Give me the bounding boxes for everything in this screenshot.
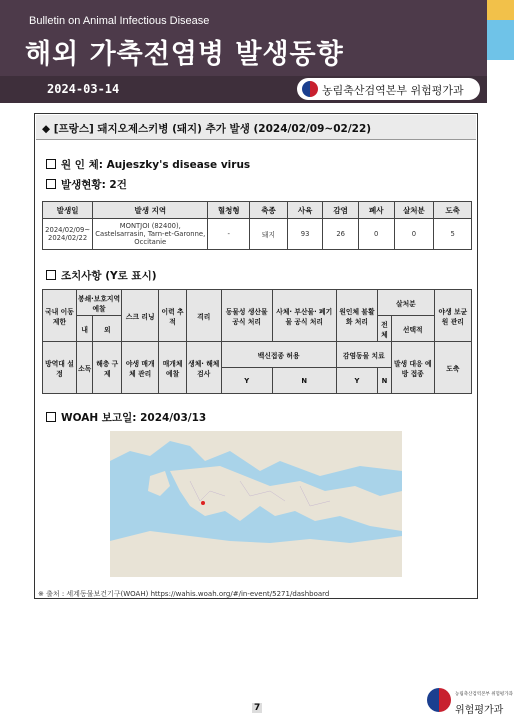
measure-cell: N [272,368,336,394]
table-cell: 5 [434,219,472,250]
measure-cell: 동물성 생산물 공식 처리 [221,290,272,342]
measure-cell: 선택적 [391,316,434,342]
table-cell: - [208,219,250,250]
footer-agency-small: 농림축산검역본부 위험평가과 [455,692,513,697]
issue-date: 2024-03-14 [47,82,120,96]
outbreak-map[interactable] [110,431,402,577]
square-bullet-icon [46,159,56,169]
measures-row-3 [43,342,472,368]
measure-cell: 방역대 설정 [43,342,77,394]
table-header: 발생 지역 [93,202,208,219]
measures-line [46,268,157,283]
agency-logo-icon [302,81,318,97]
europe-map-image [110,431,402,577]
measures-table [42,289,472,394]
table-header: 축종 [250,202,288,219]
table-header: 사육 [287,202,323,219]
agency-badge [297,78,480,100]
measure-cell: 봉쇄·보호지역 예찰 [77,290,122,316]
table-cell: 0 [394,219,434,250]
table-header-row [43,202,472,219]
section-title: ◆ [프랑스] 돼지오제스키병 (돼지) 추가 발생 (2024/02/09~02/22) [42,123,372,135]
measure-cell: 살처분 [378,290,435,316]
measure-cell: 원인체 불활화 처리 [336,290,377,342]
status-line [46,177,127,192]
woah-line [46,410,206,425]
measure-cell: N [378,368,392,394]
measure-cell: 감염동물 치료 [336,342,391,368]
table-cell: MONTJOI (82400), Castelsarrasin, Tarn-et-Garonne, Occitanie [93,219,208,250]
measure-cell: Y [221,368,272,394]
side-tab-yellow [487,0,514,20]
measure-cell: 사체· 부산물· 폐기물 공식 처리 [272,290,336,342]
square-bullet-icon [46,270,56,280]
measure-cell: 야생 매개체 관리 [122,342,159,394]
cause-line [46,157,250,172]
footer-agency-name: 위험평가과 [455,705,504,716]
measure-cell: 해충 구제 [93,342,122,394]
measure-cell: 매개체 예찰 [159,342,187,394]
bulletin-subtitle: Bulletin on Animal Infectious Disease [29,15,210,27]
square-bullet-icon [46,412,56,422]
table-cell: 26 [323,219,359,250]
page-title: 해외 가축전염병 발생동향 [25,39,344,70]
measures-row-1 [43,290,472,316]
measure-cell: 외 [93,316,122,342]
table-header: 혈청형 [208,202,250,219]
table-cell: 0 [358,219,394,250]
table-row [43,219,472,250]
page-number: 7 [254,703,261,713]
measures-title: 조치사항 (Y로 표시) [61,270,157,282]
measure-cell: 백신접종 허용 [221,342,336,368]
measure-cell: 이력 추적 [159,290,187,342]
measure-cell: Y [336,368,377,394]
square-bullet-icon [46,179,56,189]
table-header: 도축 [434,202,472,219]
table-cell: 돼지 [250,219,288,250]
outbreak-marker-icon[interactable] [201,501,205,505]
measure-cell: 도축 [434,342,471,394]
measure-cell: 격리 [186,290,221,342]
woah-report-date: WOAH 보고일: 2024/03/13 [61,412,207,424]
measure-cell: 국내 이동 제한 [43,290,77,342]
measure-cell: 소독 [77,342,93,394]
table-header: 살처분 [394,202,434,219]
source-note: ※ 출처 : 세계동물보건기구(WOAH) https://wahis.woah.org/#/in-event/5271/dashboard [38,590,330,598]
table-cell: 2024/02/09~ 2024/02/22 [43,219,93,250]
table-header: 감염 [323,202,359,219]
table-header: 폐사 [358,202,394,219]
status-text: 발생현황: 2건 [61,179,127,191]
measure-cell: 야생 보균원 관리 [434,290,471,342]
measure-cell: 전체 [378,316,392,342]
table-header: 발생일 [43,202,93,219]
measure-cell: 스크 리닝 [122,290,159,342]
footer-logo-icon [427,688,451,712]
measure-cell: 발생 대응 예방 접종 [391,342,434,394]
agency-name: 농림축산검역본부 위험평가과 [322,84,464,97]
outbreak-table [42,201,472,250]
section-title-bar [36,115,476,140]
table-cell: 93 [287,219,323,250]
cause-text: 원 인 체: Aujeszky's disease virus [61,159,251,171]
measure-cell: 내 [77,316,93,342]
measure-cell: 생체· 해체 검사 [186,342,221,394]
